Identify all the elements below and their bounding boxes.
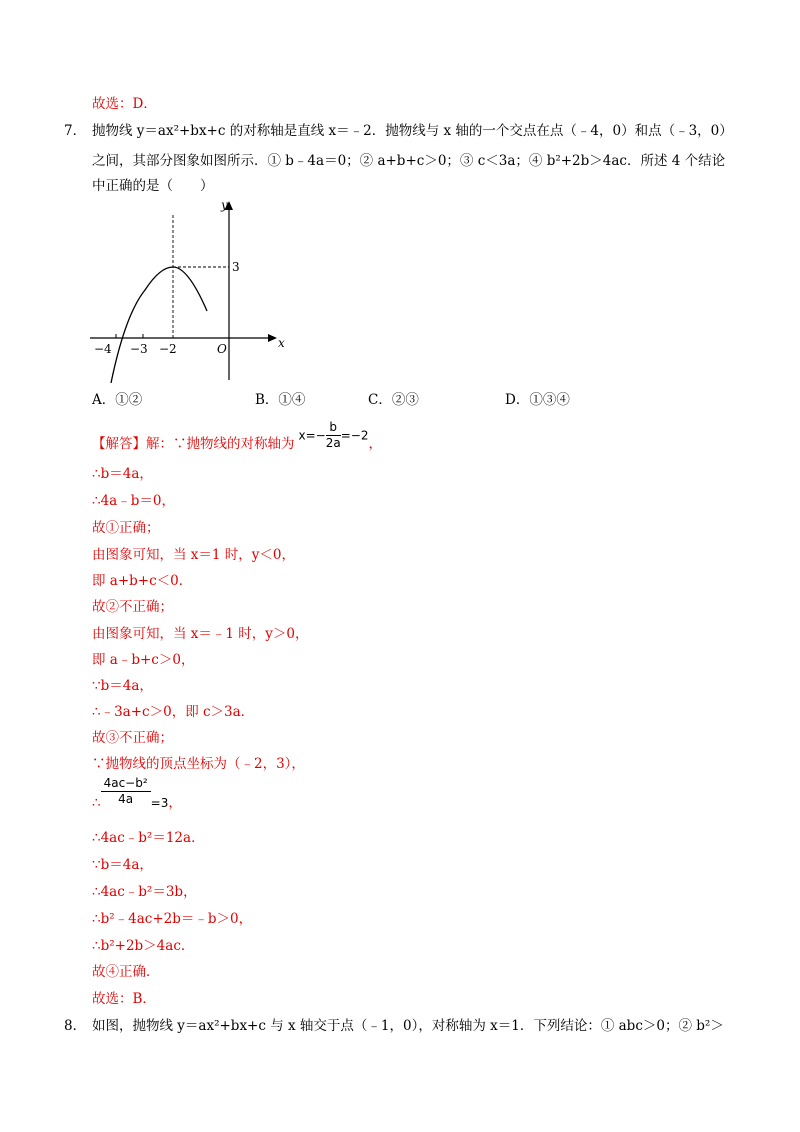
axis-formula-tail: ， [368, 436, 382, 452]
solution-line: ∴4ac﹣b²＝12a． [92, 830, 205, 846]
solution-line: 即 a+b+c＜0． [92, 573, 193, 589]
solution-line: ∴﹣3a+c＞0，即 c＞3a． [92, 704, 255, 720]
solution-line: ∴b＝4a， [92, 466, 153, 482]
solution-line: 故④正确． [92, 964, 160, 980]
vertex-formula-den: 4a [118, 792, 134, 806]
solution-line: 故②不正确； [92, 599, 173, 615]
y-axis-label: y [221, 198, 228, 212]
tick-label-minus-3: −3 [130, 342, 148, 356]
solution-final-answer: 故选：B． [92, 991, 156, 1007]
solution-line: ∴4a﹣b＝0， [92, 493, 175, 509]
solution-line: 由图象可知，当 x＝1 时，y＜0， [92, 547, 296, 563]
x-axis-arrow [268, 334, 277, 342]
solution-line: ∵b＝4a， [92, 678, 153, 694]
option-a: A．①② [92, 392, 143, 408]
parabola-graph [85, 195, 295, 385]
axis-formula-prefix: x=− [298, 428, 326, 443]
solution-head-text: 【解答】解：∵抛物线的对称轴为 [92, 436, 295, 452]
solution-line: 即 a﹣b+c＞0， [92, 652, 195, 668]
vertex-formula-prefix: ∴ [92, 795, 101, 811]
axis-formula-num: b [326, 420, 341, 436]
axis-formula-suffix: =−2 [340, 428, 369, 443]
vertex-y-label: 3 [232, 260, 240, 274]
axis-formula-fraction [326, 420, 341, 451]
option-d: D．①③④ [505, 392, 570, 408]
vertex-formula-num: 4ac−b² [101, 776, 151, 792]
vertex-formula-line [92, 776, 182, 824]
axis-formula-den: 2a [325, 436, 341, 450]
parabola-curve [111, 267, 207, 383]
q7-line-3: 中正确的是（ ） [92, 178, 214, 194]
q7-line-1: 抛物线 y＝ax²+bx+c 的对称轴是直线 x＝﹣2．抛物线与 x 轴的一个交点在点（﹣4，0）和点（﹣3，0） [92, 123, 733, 139]
solution-line: ∵b＝4a， [92, 857, 153, 873]
solution-line: ∴4ac﹣b²＝3b， [92, 884, 197, 900]
solution-line: ∴b²+2b＞4ac． [92, 938, 195, 954]
x-axis-label: x [278, 336, 285, 350]
q7-number: 7． [64, 123, 87, 139]
vertex-formula-suffix: =3 [150, 796, 169, 810]
tick-label-minus-4: −4 [94, 342, 112, 356]
vertex-formula-tail: ， [168, 795, 182, 811]
solution-head [92, 420, 382, 454]
vertex-formula-fraction [101, 776, 151, 807]
option-c: C．②③ [368, 392, 419, 408]
previous-answer: 故选：D． [92, 96, 157, 112]
tick-label-minus-2: −2 [159, 342, 177, 356]
q8-number: 8． [64, 1018, 87, 1034]
axis-formula [299, 420, 369, 451]
solution-line: ∴b²﹣4ac+2b＝﹣b＞0， [92, 911, 253, 927]
solution-line: ∵抛物线的顶点坐标为（﹣2，3）， [92, 756, 305, 772]
solution-line: 故①正确； [92, 520, 160, 536]
q8-line-1: 如图，抛物线 y＝ax²+bx+c 与 x 轴交于点（﹣1，0），对称轴为 x＝1．下列结论：① abc＞0；② b²＞ [92, 1018, 724, 1034]
option-b: B．①④ [255, 392, 306, 408]
q7-line-2: 之间，其部分图象如图所示．① b﹣4a＝0；② a+b+c＞0；③ c＜3a；④ b²+2b＞4ac．所述 4 个结论 [92, 153, 726, 169]
origin-label: O [217, 342, 227, 356]
solution-line: 由图象可知，当 x＝﹣1 时，y＞0， [92, 626, 309, 642]
solution-line: 故③不正确； [92, 730, 173, 746]
